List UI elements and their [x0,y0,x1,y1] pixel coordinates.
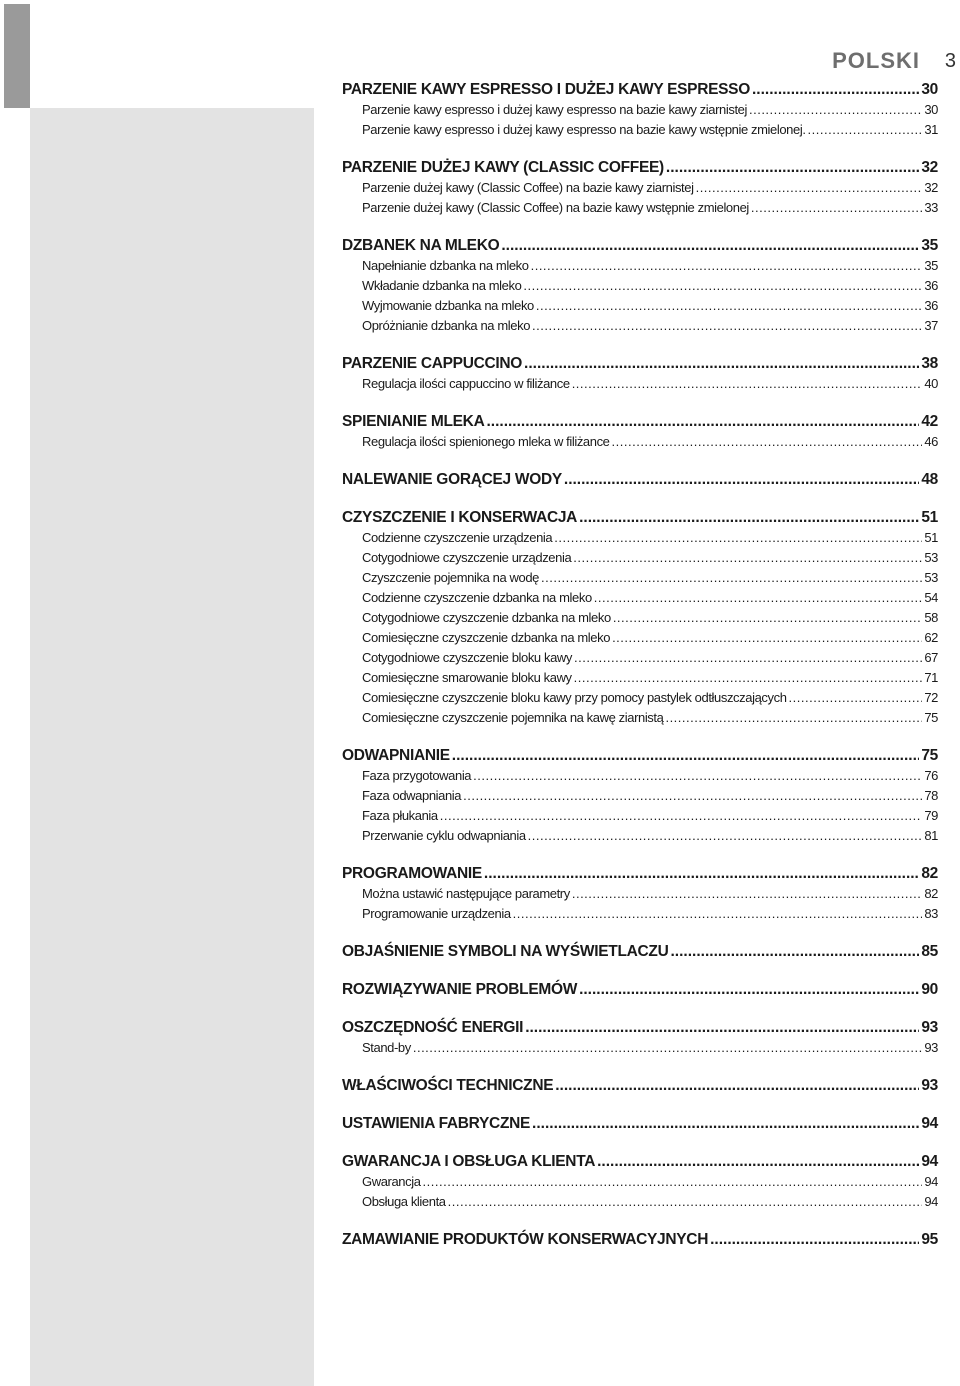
toc-subsection[interactable] [342,528,938,548]
toc-chapter-title: CZYSZCZENIE I KONSERWACJA [342,509,578,526]
dot-leader [574,668,923,688]
toc-chapter-page: 82 [921,865,938,882]
toc-subsection[interactable] [342,806,938,826]
dot-leader [448,1192,923,1212]
dot-leader [413,1038,922,1058]
side-panel [30,108,314,1386]
dot-leader [524,353,919,374]
toc-chapter-title: PROGRAMOWANIE [342,865,482,882]
toc-chapter-title: NALEWANIE GORĄCEJ WODY [342,471,562,488]
toc-subsection[interactable] [342,120,938,140]
dot-leader [612,432,923,452]
dot-leader [612,628,922,648]
toc-subsection[interactable] [342,1038,938,1058]
toc-chapter-page: 85 [921,943,938,960]
toc-chapter[interactable] [342,941,938,962]
toc-subsection[interactable] [342,256,938,276]
toc-subsection-page: 75 [924,710,938,725]
toc-subsection[interactable] [342,374,938,394]
toc-chapter[interactable] [342,1113,938,1134]
dot-leader [671,941,920,962]
toc-subsection[interactable] [342,688,938,708]
toc-section [342,507,938,728]
toc-subsection-title: Wkładanie dzbanka na mleko [362,278,522,293]
toc-subsection-page: 71 [924,670,938,685]
toc-subsection-page: 54 [924,590,938,605]
toc-chapter-title: PARZENIE DUŻEJ KAWY (CLASSIC COFFEE) [342,159,664,176]
toc-chapter-page: 75 [921,747,938,764]
toc-subsection-page: 30 [924,102,938,117]
toc-chapter-page: 32 [921,159,938,176]
toc-subsection[interactable] [342,548,938,568]
toc-subsection-page: 78 [924,788,938,803]
toc-chapter-title: OBJAŚNIENIE SYMBOLI NA WYŚWIETLACZU [342,943,669,960]
toc-subsection[interactable] [342,1192,938,1212]
toc-subsection-page: 51 [924,530,938,545]
dot-leader [579,979,919,1000]
toc-section [342,1151,938,1212]
toc-chapter-title: WŁAŚCIWOŚCI TECHNICZNE [342,1077,554,1094]
toc-section [342,157,938,218]
toc-section [342,863,938,924]
toc-subsection[interactable] [342,628,938,648]
toc-subsection-title: Codzienne czyszczenie urządzenia [362,530,553,545]
dot-leader [751,198,922,218]
toc-chapter[interactable] [342,411,938,432]
dot-leader [473,766,922,786]
toc-chapter-page: 51 [921,509,938,526]
dot-leader [463,786,922,806]
toc-chapter-title: ODWAPNIANIE [342,747,450,764]
toc-subsection-title: Stand-by [362,1040,411,1055]
toc-subsection-title: Comiesięczne czyszczenie pojemnika na kawę ziarnistą [362,710,664,725]
toc-chapter[interactable] [342,235,938,256]
toc-chapter-title: DZBANEK NA MLEKO [342,237,500,254]
dot-leader [594,588,923,608]
dot-leader [501,235,919,256]
toc-section [342,411,938,452]
toc-subsection[interactable] [342,826,938,846]
dot-leader [597,1151,919,1172]
toc-subsection-title: Opróżnianie dzbanka na mleko [362,318,531,333]
toc-section [342,469,938,490]
toc-chapter[interactable] [342,1151,938,1172]
toc-subsection-page: 40 [924,376,938,391]
toc-chapter-title: USTAWIENIA FABRYCZNE [342,1115,531,1132]
toc-subsection-page: 31 [924,122,938,137]
toc-subsection-title: Napełnianie dzbanka na mleko [362,258,529,273]
dot-leader [423,1172,923,1192]
dot-leader [513,904,923,924]
dot-leader [486,411,919,432]
dot-leader [573,548,922,568]
dot-leader [666,157,919,178]
toc-subsection[interactable] [342,588,938,608]
toc-subsection-page: 53 [924,570,938,585]
toc-subsection[interactable] [342,432,938,452]
page-number: 3 [944,50,956,72]
toc-subsection-title: Można ustawić następujące parametry [362,886,570,901]
toc-subsection-page: 37 [924,318,938,333]
toc-chapter[interactable] [342,1229,938,1250]
toc-subsection-title: Regulacja ilości cappuccino w filiżance [362,376,570,391]
toc-subsection-title: Programowanie urządzenia [362,906,511,921]
toc-subsection[interactable] [342,904,938,924]
dot-leader [484,863,919,884]
toc-subsection[interactable] [342,316,938,336]
toc-subsection-title: Parzenie dużej kawy (Classic Coffee) na bazie kawy wstępnie zmielonej [362,200,749,215]
toc-chapter[interactable] [342,1075,938,1096]
toc-section [342,79,938,140]
toc-chapter-page: 30 [921,81,938,98]
toc-subsection-page: 36 [924,278,938,293]
toc-chapter-page: 90 [921,981,938,998]
toc-subsection[interactable] [342,296,938,316]
toc-subsection-page: 72 [924,690,938,705]
toc-chapter-page: 95 [921,1231,938,1248]
dot-leader [574,648,922,668]
toc-subsection-page: 83 [924,906,938,921]
toc-chapter[interactable] [342,745,938,766]
dot-leader [752,79,919,100]
toc-chapter-title: OSZCZĘDNOŚĆ ENERGII [342,1019,524,1036]
toc-subsection-title: Faza odwapniania [362,788,462,803]
toc-subsection-page: 53 [924,550,938,565]
side-tab-marker [4,4,30,108]
toc-chapter-title: SPIENIANIE MLEKA [342,413,485,430]
toc-section [342,1113,938,1134]
dot-leader [572,374,923,394]
toc-chapter[interactable] [342,507,938,528]
toc-subsection-title: Parzenie dużej kawy (Classic Coffee) na bazie kawy ziarnistej [362,180,694,195]
dot-leader [536,296,922,316]
dot-leader [710,1229,919,1250]
toc-subsection[interactable] [342,786,938,806]
toc-section [342,745,938,846]
toc-subsection-page: 46 [924,434,938,449]
toc-section [342,1075,938,1096]
dot-leader [665,708,922,728]
toc-subsection-page: 35 [924,258,938,273]
toc-subsection-title: Obsługa klienta [362,1194,446,1209]
dot-leader [531,256,923,276]
toc-chapter-page: 93 [921,1019,938,1036]
toc-subsection-page: 32 [924,180,938,195]
dot-leader [528,826,923,846]
dot-leader [564,469,919,490]
dot-leader [532,316,922,336]
dot-leader [541,568,922,588]
toc-subsection[interactable] [342,1172,938,1192]
toc-subsection-title: Wyjmowanie dzbanka na mleko [362,298,534,313]
toc-chapter[interactable] [342,79,938,100]
dot-leader [532,1113,919,1134]
toc-subsection-page: 76 [924,768,938,783]
toc-chapter[interactable] [342,1017,938,1038]
dot-leader [808,120,923,140]
toc-section [342,235,938,336]
toc-subsection-title: Comiesięczne smarowanie bloku kawy [362,670,572,685]
toc-subsection-title: Comiesięczne czyszczenie bloku kawy przy pomocy pastylek odtłuszczających [362,690,787,705]
toc-subsection-page: 94 [924,1194,938,1209]
dot-leader [440,806,923,826]
toc-subsection-title: Cotygodniowe czyszczenie bloku kawy [362,650,572,665]
table-of-contents [342,79,938,1267]
toc-section [342,1229,938,1250]
toc-chapter-page: 94 [921,1153,938,1170]
toc-subsection-title: Gwarancja [362,1174,421,1189]
toc-subsection[interactable] [342,608,938,628]
dot-leader [749,100,922,120]
dot-leader [572,884,922,904]
dot-leader [452,745,920,766]
toc-subsection-page: 79 [924,808,938,823]
toc-chapter-page: 38 [921,355,938,372]
toc-chapter-page: 35 [921,237,938,254]
language-header: POLSKI [832,48,920,73]
dot-leader [613,608,923,628]
dot-leader [696,178,923,198]
toc-subsection-title: Parzenie kawy espresso i dużej kawy espresso na bazie kawy ziarnistej [362,102,747,117]
toc-subsection-page: 94 [924,1174,938,1189]
dot-leader [523,276,922,296]
toc-chapter[interactable] [342,979,938,1000]
toc-chapter-title: PARZENIE KAWY ESPRESSO I DUŻEJ KAWY ESPRESSO [342,81,750,98]
toc-subsection-page: 81 [924,828,938,843]
toc-chapter-title: PARZENIE CAPPUCCINO [342,355,523,372]
toc-subsection-title: Cotygodniowe czyszczenie urządzenia [362,550,572,565]
toc-section [342,353,938,394]
toc-chapter-page: 94 [921,1115,938,1132]
toc-section [342,941,938,962]
toc-subsection-title: Cotygodniowe czyszczenie dzbanka na mleko [362,610,611,625]
toc-chapter-page: 93 [921,1077,938,1094]
toc-subsection[interactable] [342,276,938,296]
toc-subsection-page: 33 [924,200,938,215]
dot-leader [579,507,919,528]
toc-chapter-title: GWARANCJA I OBSŁUGA KLIENTA [342,1153,596,1170]
toc-subsection[interactable] [342,648,938,668]
toc-chapter-page: 48 [921,471,938,488]
toc-subsection[interactable] [342,198,938,218]
dot-leader [555,1075,919,1096]
toc-subsection-title: Faza płukania [362,808,438,823]
toc-subsection[interactable] [342,178,938,198]
toc-subsection[interactable] [342,766,938,786]
toc-subsection-title: Parzenie kawy espresso i dużej kawy espresso na bazie kawy wstępnie zmielonej. [362,122,806,137]
toc-section [342,979,938,1000]
toc-subsection-title: Codzienne czyszczenie dzbanka na mleko [362,590,592,605]
toc-subsection-title: Faza przygotowania [362,768,472,783]
toc-chapter-title: ROZWIĄZYWANIE PROBLEMÓW [342,981,578,998]
toc-subsection-title: Czyszczenie pojemnika na wodę [362,570,539,585]
toc-subsection[interactable] [342,568,938,588]
dot-leader [789,688,923,708]
toc-subsection-page: 93 [924,1040,938,1055]
toc-subsection-page: 58 [924,610,938,625]
toc-subsection-page: 36 [924,298,938,313]
toc-subsection-title: Przerwanie cyklu odwapniania [362,828,526,843]
toc-subsection-page: 67 [924,650,938,665]
toc-chapter-title: ZAMAWIANIE PRODUKTÓW KONSERWACYJNYCH [342,1231,709,1248]
toc-subsection-title: Comiesięczne czyszczenie dzbanka na mleko [362,630,611,645]
toc-subsection-page: 62 [924,630,938,645]
toc-chapter[interactable] [342,863,938,884]
toc-subsection-title: Regulacja ilości spienionego mleka w filiżance [362,434,610,449]
toc-subsection-page: 82 [924,886,938,901]
toc-subsection[interactable] [342,100,938,120]
toc-section [342,1017,938,1058]
toc-chapter-page: 42 [921,413,938,430]
toc-subsection[interactable] [342,708,938,728]
toc-chapter[interactable] [342,469,938,490]
dot-leader [554,528,922,548]
toc-subsection[interactable] [342,884,938,904]
toc-chapter[interactable] [342,353,938,374]
toc-chapter[interactable] [342,157,938,178]
dot-leader [525,1017,919,1038]
toc-subsection[interactable] [342,668,938,688]
